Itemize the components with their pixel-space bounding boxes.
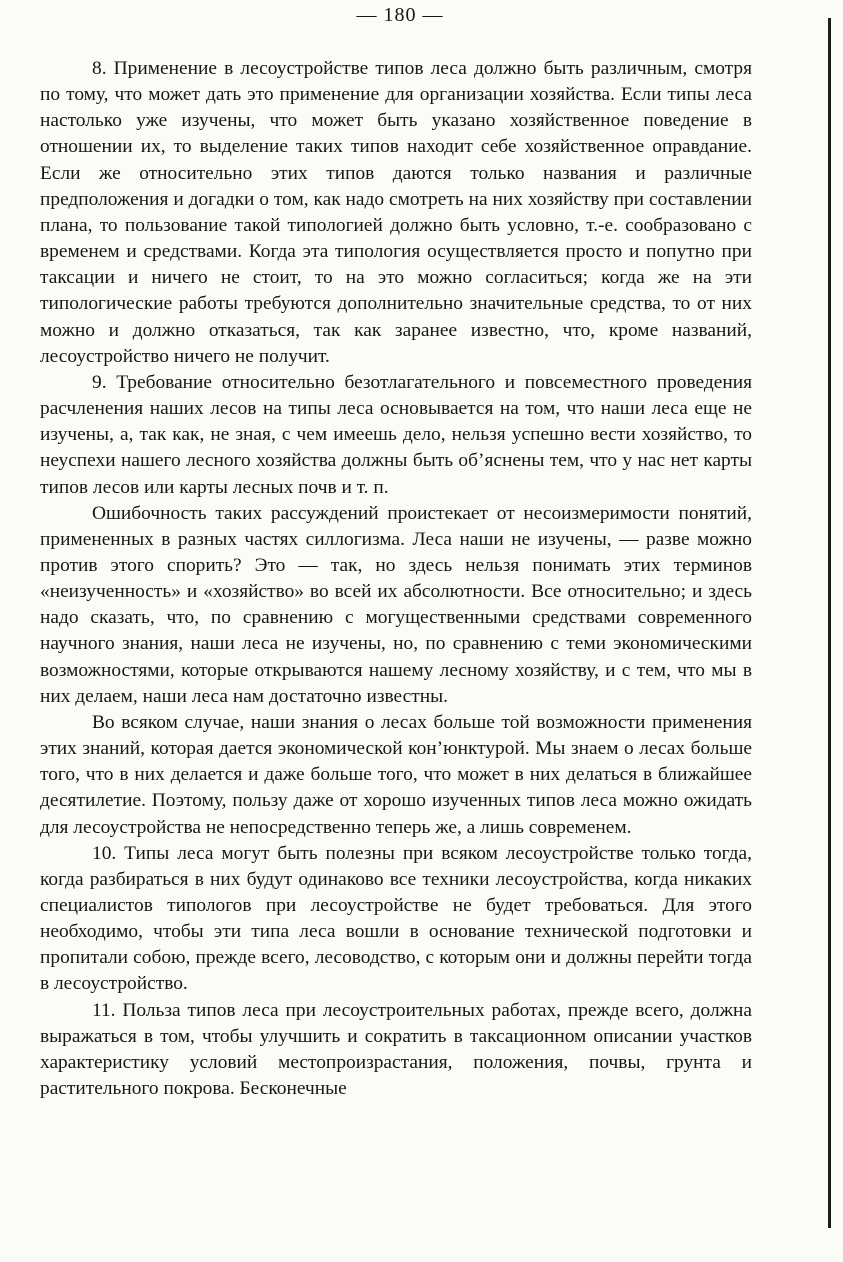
- paragraph-9: 9. Требование относительно безотлагательного и повсеместного проведения расчленения наших лесов на типы леса основывается на том, что наши леса еще не изучены, а, так как, не зная, с чем имеешь дело, нельзя успешно вести хозяйство, то неуспехи нашего лесного хозяйства должны быть об’яснены тем, что у нас нет карты типов лесов или карты лесных почв и т. п.: [40, 371, 752, 498]
- paragraph-knowledge: Во всяком случае, наши знания о лесах больше той возможности применения этих знаний, которая дается экономической кон’юнктурой. Мы знаем о лесах больше того, что в них делается и даже больше того, что может в них делаться в ближайшее десятилетие. Поэтому, пользу даже от хорошо изученных типов леса можно ожидать для лесоустройства не непосредственно теперь же, а лишь современем.: [40, 711, 752, 838]
- page-number: — 180 —: [356, 4, 444, 26]
- paragraph-8: 8. Применение в лесоустройстве типов леса должно быть различным, смотря по тому, что может дать это применение для организации хозяйства. Если типы леса настолько уже изучены, что может быть указано хозяйственное поведение в отношении их, то выделение таких типов находит себе хозяйственное оправдание. Если же относительно этих типов даются только названия и различные предположения и догадки о том, как надо смотреть на них хозяйству при составлении плана, то пользование такой типологией должно быть условно, т.-е. сообразовано с временем и средствами. Когда эта типология осуществляется просто и попутно при таксации и ничего не стоит, то на это можно согласиться; когда же на эти типологические работы требуются дополнительно значительные средства, то от них можно и должно отказаться, так как заранее известно, что, кроме названий, лесоустройство ничего не получит.: [40, 58, 752, 367]
- body-text: [40, 56, 752, 1102]
- paragraph-10: 10. Типы леса могут быть полезны при всяком лесоустройстве только тогда, когда разбираться в них будут одинаково все техники лесоустройства, когда никаких специалистов типологов при лесоустройстве не будет требоваться. Для этого необходимо, чтобы эти типа леса вошли в основание технической подготовки и пропитали собою, прежде всего, лесоводство, с которым они и должны перейти тогда в лесоустройство.: [40, 842, 752, 995]
- paragraph-11: 11. Польза типов леса при лесоустроительных работах, прежде всего, должна выражаться в том, чтобы улучшить и сократить в таксационном описании участков характеристику условий местопроизрастания, положения, почвы, грунта и растительного покрова. Бесконечные: [40, 999, 752, 1100]
- paragraph-argument: Ошибочность таких рассуждений проистекает от несоизмеримости понятий, примененных в разных частях силлогизма. Леса наши не изучены, — разве можно против этого спорить? Это — так, но здесь нельзя понимать этих терминов «неизученность» и «хозяйство» во всей их абсолютности. Все относительно; и здесь надо сказать, что, по сравнению с могущественными средствами современного научного знания, наши леса не изучены, но, по сравнению с теми экономическими возможностями, которые открываются нашему лесному хозяйству, и с тем, что мы в них делаем, наши леса нам достаточно известны.: [40, 502, 752, 707]
- margin-rule: [828, 18, 831, 1228]
